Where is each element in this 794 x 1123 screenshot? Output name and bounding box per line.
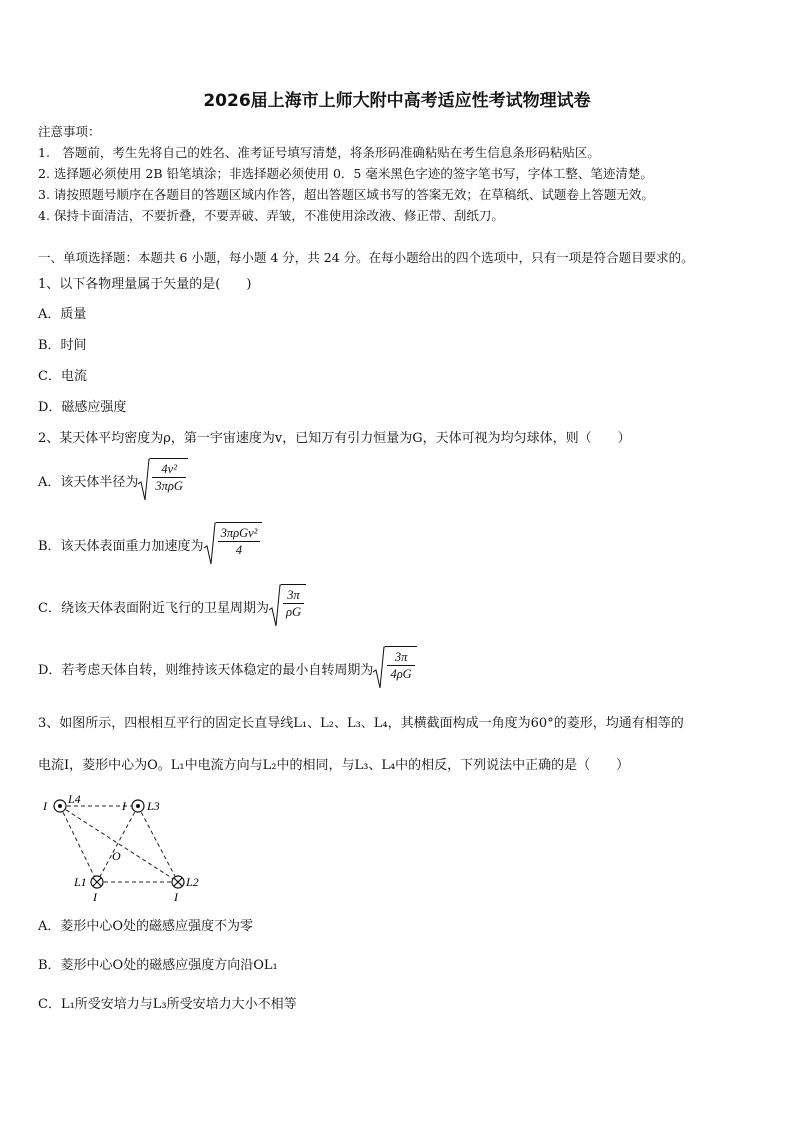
question-2-option-d (38, 646, 417, 690)
edge-l3-l2 (138, 806, 178, 882)
radical-sign-icon (204, 522, 216, 566)
question-2-option-c (38, 584, 306, 628)
diagonal-l3-l1 (97, 806, 138, 882)
sqrt-expression (269, 584, 306, 628)
question-1-option-d: D．磁感应强度 (38, 400, 127, 415)
question-3-option-a: A．菱形中心O处的磁感应强度不为零 (38, 919, 254, 934)
fraction-denominator: 4 (235, 543, 243, 557)
notice-item-1: 1. 答题前，考生先将自己的姓名、准考证号填写清楚，将条形码准确粘贴在考生信息条形码粘贴区。 (38, 145, 600, 160)
fraction-numerator: 3π (394, 650, 408, 664)
sqrt-expression (204, 522, 263, 566)
option-c-text: C．绕该天体表面附近飞行的卫星周期为 (38, 600, 269, 616)
fraction-denominator: 3πρG (155, 479, 183, 493)
sqrt-expression (138, 458, 188, 502)
notice-item-2: 2. 选择题必须使用 2B 铅笔填涂；非选择题必须使用 0．5 毫米黑色字迹的签字笔书写，字体工整、笔迹清楚。 (38, 166, 653, 181)
label-center-o: O (112, 849, 121, 863)
question-2-option-a (38, 458, 188, 502)
question-1-option-a: A．质量 (38, 307, 87, 322)
label-l4: L4 (68, 792, 81, 806)
diagonal-l4-l2 (60, 806, 178, 882)
label-l2: L2 (186, 875, 199, 889)
fraction-denominator: ρG (285, 605, 301, 619)
radical-sign-icon (269, 584, 281, 628)
wire-l2-cross-icon (172, 876, 184, 888)
rhombus-wires-figure (38, 788, 218, 903)
question-1-stem: 1、以下各物理量属于矢量的是( ) (38, 277, 252, 292)
question-3-stem-line-2: 电流I，菱形中心为O。L₁中电流方向与L₂中的相同，与L₃、L₄中的相反，下列说法中正确的是（ ） (38, 758, 630, 773)
fraction-numerator: 3πρGv² (220, 526, 258, 540)
fraction-numerator: 3π (287, 588, 300, 602)
label-current-l4: I (43, 799, 47, 813)
section-heading: 一、单项选择题：本题共 6 小题，每小题 4 分，共 24 分。在每小题给出的四个选项中，只有一项是符合题目要求的。 (38, 250, 694, 265)
notice-item-3: 3. 请按照题号顺序在各题目的答题区域内作答，超出答题区域书写的答案无效；在草稿纸、试题卷上答题无效。 (38, 187, 654, 202)
label-current-l1: I (93, 890, 97, 903)
fraction-denominator: 4ρG (390, 667, 412, 681)
wire-l3-dot-icon (132, 800, 144, 812)
label-current-l3: I (122, 799, 126, 813)
fraction-numerator: 4v² (161, 462, 177, 476)
label-current-l2: I (174, 890, 178, 903)
question-2-stem: 2、某天体平均密度为ρ，第一宇宙速度为v，已知万有引力恒量为G，天体可视为均匀球体，则（ ） (38, 431, 631, 446)
notice-item-4: 4. 保持卡面清洁，不要折叠，不要弄破、弄皱，不准使用涂改液、修正带、刮纸刀。 (38, 208, 504, 223)
question-1-option-c: C．电流 (38, 369, 87, 384)
radical-sign-icon (138, 458, 150, 502)
question-2-option-b (38, 522, 262, 566)
option-d-text: D．若考虑天体自转，则维持该天体稳定的最小自转周期为 (38, 662, 374, 678)
notice-heading: 注意事项： (38, 124, 101, 139)
wire-l4-dot-icon (54, 800, 66, 812)
question-3-option-b: B．菱形中心O处的磁感应强度方向沿OL₁ (38, 958, 278, 973)
label-l3: L3 (147, 799, 160, 813)
question-3-stem-line-1: 3、如图所示，四根相互平行的固定长直导线L₁、L₂、L₃、L₄，其横截面构成一角度为60°的菱形，均通有相等的 (38, 716, 684, 731)
radical-sign-icon (373, 646, 385, 690)
page-title: 2026届上海市上师大附中高考适应性考试物理试卷 (203, 91, 591, 111)
sqrt-expression (373, 646, 416, 690)
option-b-text: B．该天体表面重力加速度为 (38, 538, 204, 554)
question-1-option-b: B．时间 (38, 338, 87, 353)
option-a-text: A．该天体半径为 (38, 474, 139, 490)
question-3-option-c: C．L₁所受安培力与L₃所受安培力大小不相等 (38, 997, 297, 1012)
wire-l1-cross-icon (91, 876, 103, 888)
label-l1: L1 (74, 875, 87, 889)
